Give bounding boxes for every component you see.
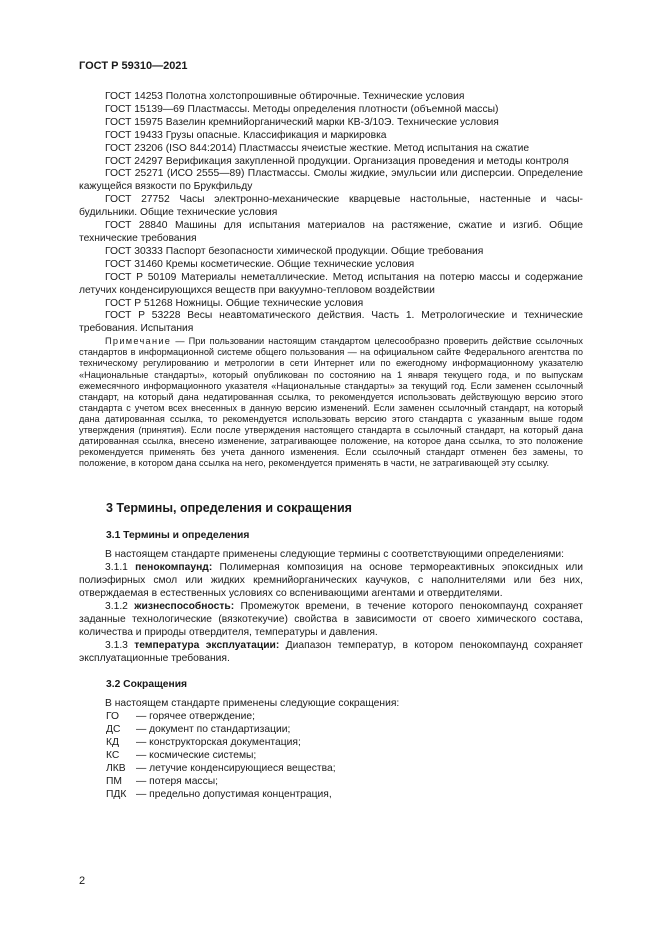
reference-item: ГОСТ 23206 (ISO 844:2014) Пластмассы ячеистые жесткие. Метод испытания на сжатие xyxy=(105,142,530,154)
abbreviation-code: ПДК xyxy=(106,788,127,800)
reference-item: ГОСТ 24297 Верификация закупленной продукции. Организация проведения и методы контроля xyxy=(105,155,569,167)
abbreviation-item xyxy=(79,724,583,737)
abbreviation-code: КС xyxy=(106,749,120,761)
abbreviation-code: КД xyxy=(106,737,119,749)
reference-item: ГОСТ Р 51268 Ножницы. Общие технические условия xyxy=(105,297,364,309)
abbreviations-intro: В настоящем стандарте применены следующие сокращения: xyxy=(105,698,400,710)
abbreviation-list xyxy=(79,711,583,801)
abbreviation-item xyxy=(79,776,583,789)
page-number: 2 xyxy=(79,875,86,887)
term-number: 3.1.3 xyxy=(105,639,135,651)
term-definition xyxy=(79,601,583,640)
term-name: температура эксплуатации: xyxy=(134,639,280,651)
reference-item: ГОСТ 28840 Машины для испытания материалов на растяжение, сжатие и изгиб. Общие технические требования xyxy=(79,220,583,244)
abbreviation-item xyxy=(79,750,583,763)
reference-item: ГОСТ Р 50109 Материалы неметаллические. Метод испытания на потерю массы и содержание летучих конденсирующихся веществ при вакуумно-тепловом воздействии xyxy=(79,271,583,296)
subsection-heading: 3.1 Термины и определения xyxy=(106,530,250,542)
reference-item: ГОСТ Р 53228 Весы неавтоматического действия. Часть 1. Метрологические и технические требования. Испытания xyxy=(79,310,583,335)
section-heading: 3 Термины, определения и сокращения xyxy=(106,501,352,516)
abbreviation-code: ЛКВ xyxy=(106,762,126,774)
terms-intro: В настоящем стандарте применены следующие термины с соответствующими определениями: xyxy=(105,549,565,561)
abbreviation-text: — космические системы; xyxy=(136,749,257,761)
abbreviation-text: — горячее отверждение; xyxy=(136,711,255,723)
term-text: Диапазон температур, в котором пенокомпаунд сохраняет эксплуатационные требования. xyxy=(79,639,583,664)
abbreviation-code: ПМ xyxy=(106,775,122,787)
abbreviation-item xyxy=(79,737,583,750)
abbreviation-text: — предельно допустимая концентрация, xyxy=(136,788,332,800)
note-label: Примечание xyxy=(105,336,172,347)
abbreviation-code: ГО xyxy=(106,711,120,723)
term-name: жизнеспособность: xyxy=(134,600,235,612)
abbreviation-item xyxy=(79,789,583,802)
note-paragraph xyxy=(79,336,583,469)
abbreviation-item xyxy=(79,711,583,724)
term-definition xyxy=(79,562,583,601)
reference-item: ГОСТ 15975 Вазелин кремнийорганический марки КВ-3/10Э. Технические условия xyxy=(105,116,499,128)
reference-item: ГОСТ 31460 Кремы косметические. Общие технические условия xyxy=(105,258,415,270)
reference-item: ГОСТ 30333 Паспорт безопасности химической продукции. Общие требования xyxy=(105,245,484,257)
normative-references xyxy=(79,91,583,336)
term-text: Промежуток времени, в течение которого пенокомпаунд сохраняет заданные технологические (вязкотекучие) свойства в зависимости от своего химического состава, количества и природы отвердителя, температуры и давления. xyxy=(79,600,583,638)
term-name: пенокомпаунд: xyxy=(135,562,213,574)
reference-item: ГОСТ 15139—69 Пластмассы. Методы определения плотности (объемной массы) xyxy=(105,103,499,115)
abbreviation-code: ДС xyxy=(106,724,121,736)
document-code: ГОСТ Р 59310—2021 xyxy=(79,60,188,72)
reference-item: ГОСТ 19433 Грузы опасные. Классификация и маркировка xyxy=(105,129,387,141)
abbreviation-text: — конструкторская документация; xyxy=(136,737,301,749)
term-number: 3.1.1 xyxy=(105,562,136,574)
subsection-heading: 3.2 Сокращения xyxy=(106,679,188,691)
reference-item: ГОСТ 25271 (ИСО 2555—89) Пластмассы. Смолы жидкие, эмульсии или дисперсии. Определение кажущейся вязкости по Брукфильду xyxy=(79,168,583,193)
term-text: Полимерная композиция на основе термореактивных эпоксидных или полиэфирных смол или жидких кремнийорганических каучуков, с наполнителями или без них, отверждаемая в естественных условиях со вспенивающими агентами и отвердителями. xyxy=(79,562,584,599)
page-content xyxy=(79,91,583,802)
abbreviation-text: — потеря массы; xyxy=(136,775,218,787)
reference-item: ГОСТ 14253 Полотна холстопрошивные обтирочные. Технические условия xyxy=(105,91,465,102)
abbreviation-item xyxy=(79,763,583,776)
abbreviation-text: — летучие конденсирующиеся вещества; xyxy=(136,762,336,774)
note-text: — При пользовании настоящим стандартом целесообразно проверить действие ссылочных стандартов в информационной системе общего пользования — на официальном сайте Федерального агентства по техническому регулированию и метрологии в сети Интернет или по ежегодному информационному указателю «Национальные стандарты», который опубликован по состоянию на 1 января текущего года, и по выпускам ежемесячного информационного указателя «Национальные стандарты» за текущий год. Если заменен ссылочный стандарт, на который дана недатированная ссылка, то рекомендуется использовать действующую версию этого стандарта с учетом всех внесенных в данную версию изменений. Если заменен ссылочный стандарт, на который дана датированная ссылка, то рекомендуется использовать версию этого стандарта с указанным выше годом утверждения (принятия). Если после утверждения настоящего стандарта в ссылочный стандарт, на который дана датированная ссылка, внесено изменение, затрагивающее положение, на которое дана ссылка, то это положение рекомендуется применять без учета данного изменения. Если ссылочный стандарт отменен без замены, то положение, в котором дана ссылка на него, рекомендуется применять в части, не затрагивающей эту ссылку. xyxy=(79,336,583,469)
term-definition xyxy=(79,640,583,666)
abbreviation-text: — документ по стандартизации; xyxy=(136,724,291,736)
reference-item: ГОСТ 27752 Часы электронно-механические кварцевые настольные, настенные и часы-будильники. Общие технические условия xyxy=(79,194,583,219)
term-number: 3.1.2 xyxy=(105,600,135,612)
